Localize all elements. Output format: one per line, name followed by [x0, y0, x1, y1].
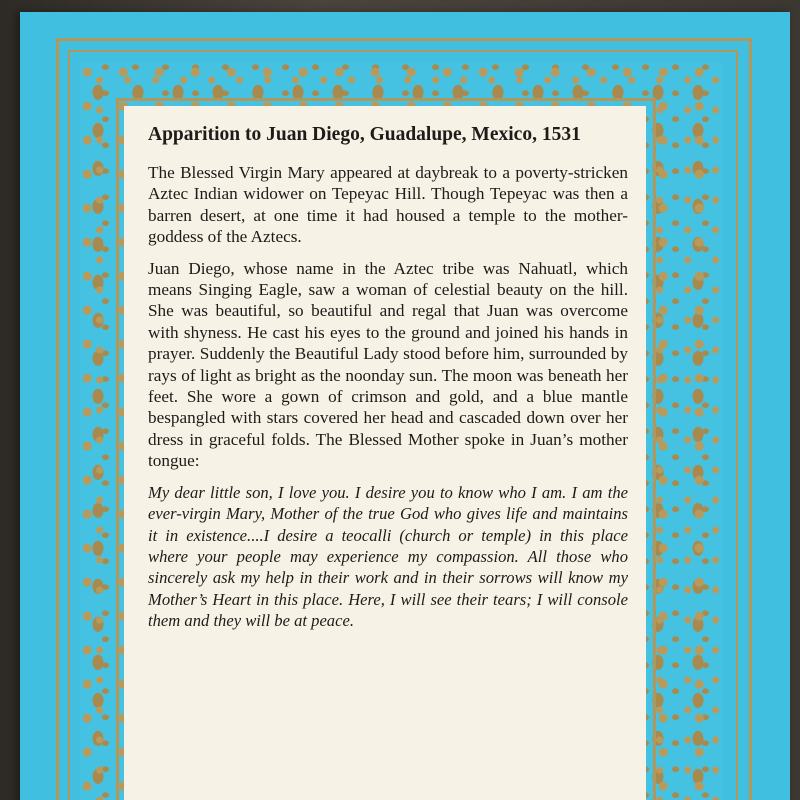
paragraph-2: Juan Diego, whose name in the Aztec tribe was Nahuatl, which means Singing Eagle, saw a woman of celestial beauty on the hill. She was beautiful, so beautiful and regal that Juan was overcome with shyness. He cast his eyes to the ground and joined his hands in prayer. Suddenly the Beautiful Lady stood before him, surrounded by rays of light as bright as the noonday sun. The moon was beneath her feet. She wore a gown of crimson and gold, and a blue mantle bespangled with stars covered her head and cascaded down over her dress in graceful folds. The Blessed Mother spoke in Juan’s mother tongue: — [148, 258, 628, 471]
paragraph-1: The Blessed Virgin Mary appeared at daybreak to a poverty-stricken Aztec Indian widower on Tepeyac Hill. Though Tepeyac was then a barren desert, at one time it had housed a temple to the mother-goddess of the Aztecs. — [148, 163, 628, 247]
quoted-message: My dear little son, I love you. I desire you to know who I am. I am the ever-virgin Mary, Mother of the true God who gives life and maintains it in existence....I desire a teocalli (church or temple) in this place where your people may experience my compassion. All those who sincerely ask my help in their work and in their sorrows will know my Mother’s Heart in this place. Here, I will see their tears; I will console them and they will be at peace. — [148, 482, 628, 631]
document-content — [148, 122, 628, 632]
document-title: Apparition to Juan Diego, Guadalupe, Mexico, 1531 — [148, 124, 581, 145]
